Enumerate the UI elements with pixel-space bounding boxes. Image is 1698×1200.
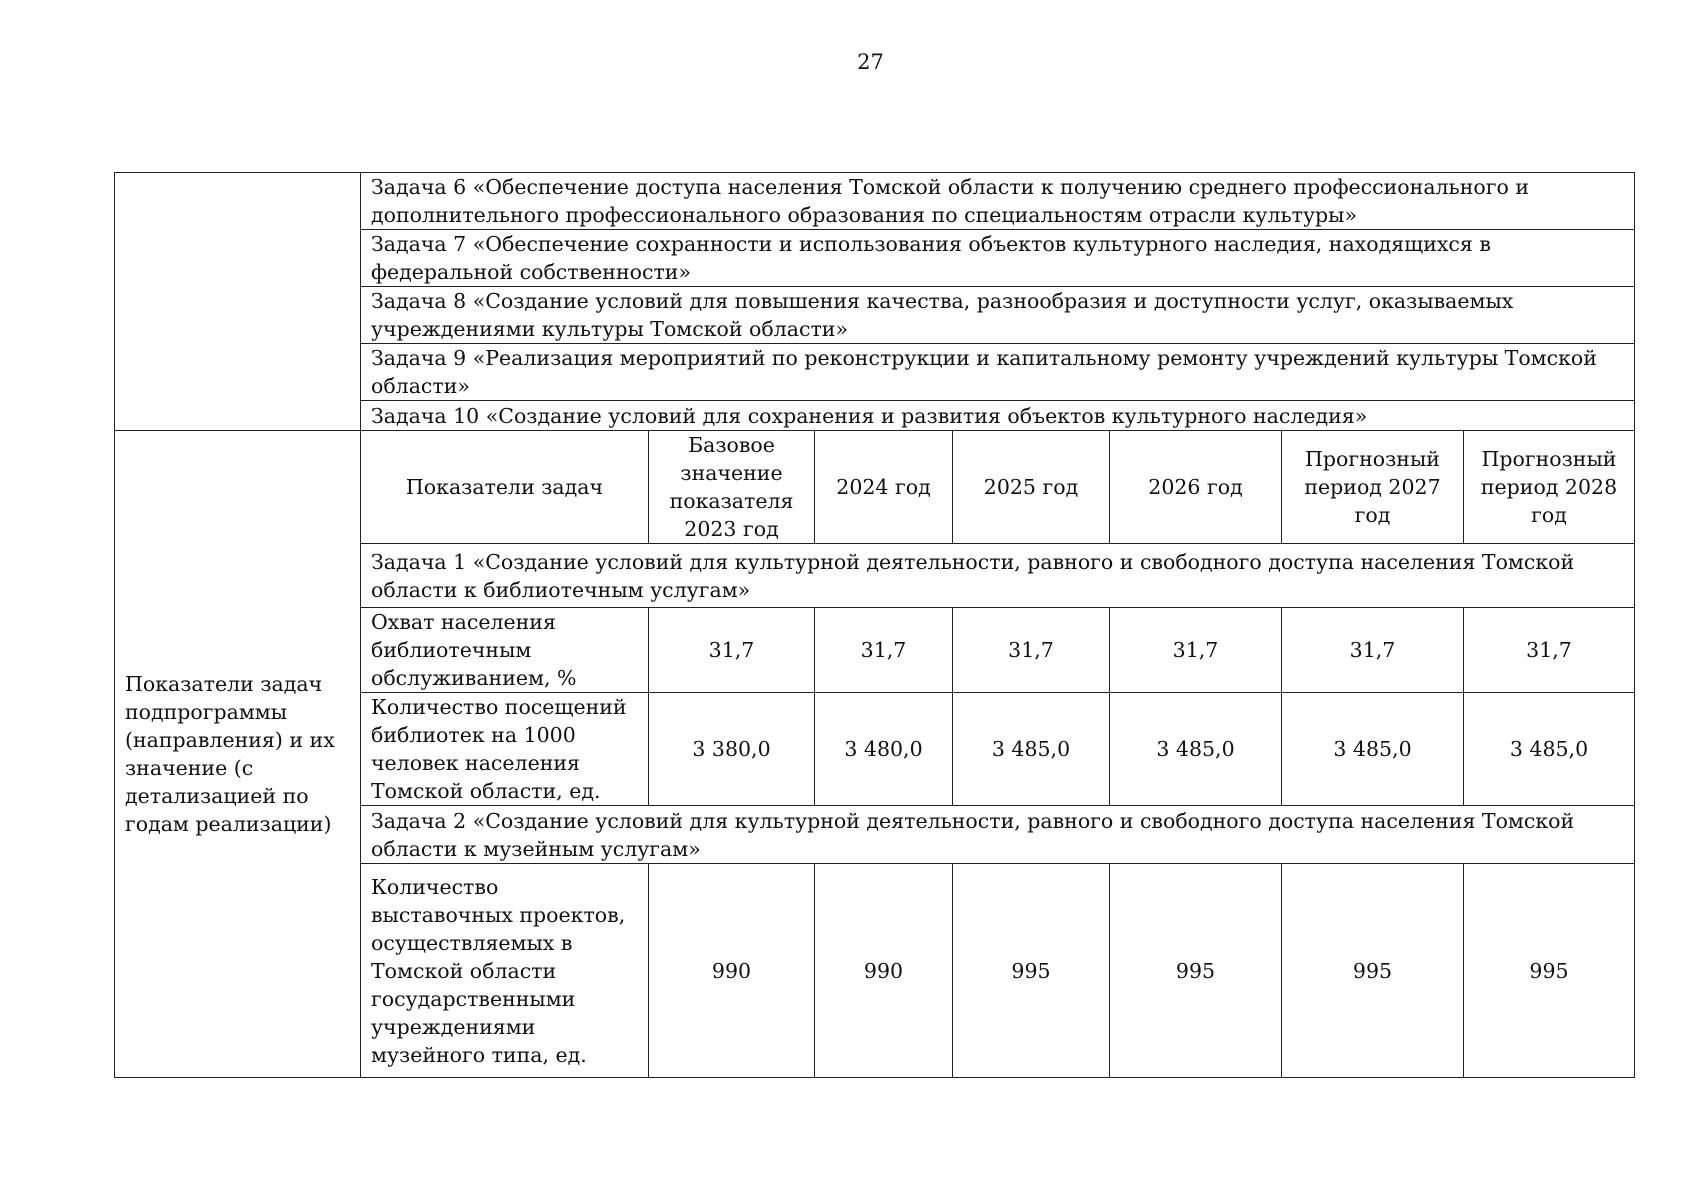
task-2-title: Задача 2 «Создание условий для культурной деятельности, равного и свободного доступа населения Томской области к музейным услугам» xyxy=(361,806,1635,864)
value-cell: 990 xyxy=(649,864,815,1078)
value-cell: 995 xyxy=(1110,864,1282,1078)
value-cell: 31,7 xyxy=(649,608,815,693)
value-cell: 3 485,0 xyxy=(1464,693,1635,806)
header-row xyxy=(115,431,1635,544)
value-cell: 31,7 xyxy=(815,608,953,693)
value-cell: 3 485,0 xyxy=(1282,693,1464,806)
value-cell: 3 480,0 xyxy=(815,693,953,806)
header-indicator: Показатели задач xyxy=(361,431,649,544)
header-base-value: Базовое значение показателя 2023 год xyxy=(649,431,815,544)
indicator-label: Охват населения библиотечным обслуживанием, % xyxy=(361,608,649,693)
empty-label-cell xyxy=(115,173,361,431)
value-cell: 995 xyxy=(1282,864,1464,1078)
program-table xyxy=(114,172,1635,1078)
value-cell: 31,7 xyxy=(953,608,1110,693)
value-cell: 995 xyxy=(1464,864,1635,1078)
task-6-cell: Задача 6 «Обеспечение доступа населения Томской области к получению среднего профессионального и дополнительного профессионального образования по специальностям отрасли культуры» xyxy=(361,173,1635,230)
header-2027: Прогнозный период 2027 год xyxy=(1282,431,1464,544)
section-label-cell: Показатели задач подпрограммы (направления) и их значение (с детализацией по годам реализации) xyxy=(115,431,361,1078)
page-number: 27 xyxy=(857,50,884,74)
value-cell: 31,7 xyxy=(1464,608,1635,693)
value-cell: 3 380,0 xyxy=(649,693,815,806)
header-2026: 2026 год xyxy=(1110,431,1282,544)
task-7-cell: Задача 7 «Обеспечение сохранности и использования объектов культурного наследия, находящихся в федеральной собственности» xyxy=(361,230,1635,287)
table-row xyxy=(115,173,1635,230)
task-9-cell: Задача 9 «Реализация мероприятий по реконструкции и капитальному ремонту учреждений культуры Томской области» xyxy=(361,344,1635,401)
header-2024: 2024 год xyxy=(815,431,953,544)
value-cell: 31,7 xyxy=(1282,608,1464,693)
header-2025: 2025 год xyxy=(953,431,1110,544)
value-cell: 3 485,0 xyxy=(1110,693,1282,806)
task-10-cell: Задача 10 «Создание условий для сохранения и развития объектов культурного наследия» xyxy=(361,401,1635,431)
value-cell: 990 xyxy=(815,864,953,1078)
header-2028: Прогнозный период 2028 год xyxy=(1464,431,1635,544)
value-cell: 3 485,0 xyxy=(953,693,1110,806)
value-cell: 31,7 xyxy=(1110,608,1282,693)
value-cell: 995 xyxy=(953,864,1110,1078)
indicator-label: Количество выставочных проектов, осуществляемых в Томской области государственными учреждениями музейного типа, ед. xyxy=(361,864,649,1078)
indicator-label: Количество посещений библиотек на 1000 человек населения Томской области, ед. xyxy=(361,693,649,806)
task-1-title: Задача 1 «Создание условий для культурной деятельности, равного и свободного доступа населения Томской области к библиотечным услугам» xyxy=(361,544,1635,608)
task-8-cell: Задача 8 «Создание условий для повышения качества, разнообразия и доступности услуг, оказываемых учреждениями культуры Томской области» xyxy=(361,287,1635,344)
